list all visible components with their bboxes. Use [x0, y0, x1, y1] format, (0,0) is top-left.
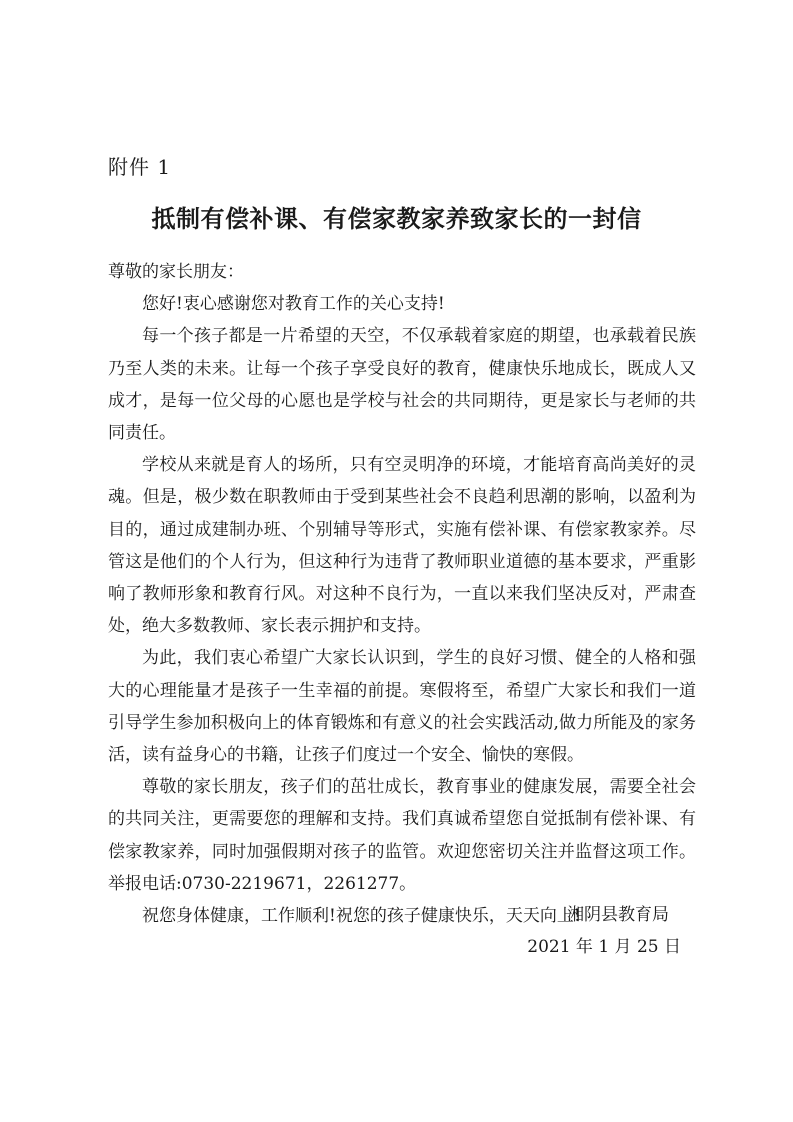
- attachment-label: 附件 1: [108, 155, 172, 179]
- paragraph-winter-break: 为此，我们衷心希望广大家长认识到，学生的良好习惯、健全的人格和强大的心理能量才是孩子一生幸福的前提。寒假将至，希望广大家长和我们一道引导学生参加积极向上的体育锻炼和有意义的社会实践活动,做力所能及的家务活，读有益身心的书籍，让孩子们度过一个安全、愉快的寒假。: [108, 648, 696, 766]
- signature-date: 2021 年 1 月 25 日: [527, 937, 681, 958]
- paragraph-greeting: 您好!衷心感谢您对教育工作的关心支持!: [142, 294, 445, 315]
- paragraph-school-issue: 学校从来就是育人的场所，只有空灵明净的环境，才能培育高尚美好的灵魂。但是，极少数在职教师由于受到某些社会不良趋利思潮的影响，以盈利为目的，通过成建制办班、个别辅导等形式，实施有偿补课、有偿家教家养。尽管这是他们的个人行为，但这种行为违背了教师职业道德的基本要求，严重影响了教师形象和教育行风。对这种不良行为，一直以来我们坚决反对，严肃查处，绝大多数教师、家长表示拥护和支持。: [108, 455, 696, 637]
- signature-organization: 湘阴县教育局: [567, 905, 669, 925]
- paragraph-support-request: 尊敬的家长朋友，孩子们的茁壮成长，教育事业的健康发展，需要全社会的共同关注，更需要您的理解和支持。我们真诚希望您自觉抵制有偿补课、有偿家教家养，同时加强假期对孩子的监管。欢迎您密切关注并监督这项工作。举报电话:0730-2219671，2261277。: [108, 777, 696, 894]
- paragraph-closing-wishes: 祝您身体健康，工作顺利!祝您的孩子健康快乐，天天向上!: [142, 906, 581, 927]
- document-title: 抵制有偿补课、有偿家教家养致家长的一封信: [151, 204, 642, 233]
- letter-body: [108, 256, 696, 932]
- paragraph-children-hope: 每一个孩子都是一片希望的天空，不仅承载着家庭的期望，也承载着民族乃至人类的未来。让每一个孩子享受良好的教育，健康快乐地成长，既成人又成才，是每一位父母的心愿也是学校与社会的共同期待，更是家长与老师的共同责任。: [108, 326, 696, 444]
- signature-block: [527, 899, 681, 963]
- salutation: 尊敬的家长朋友：: [108, 262, 244, 282]
